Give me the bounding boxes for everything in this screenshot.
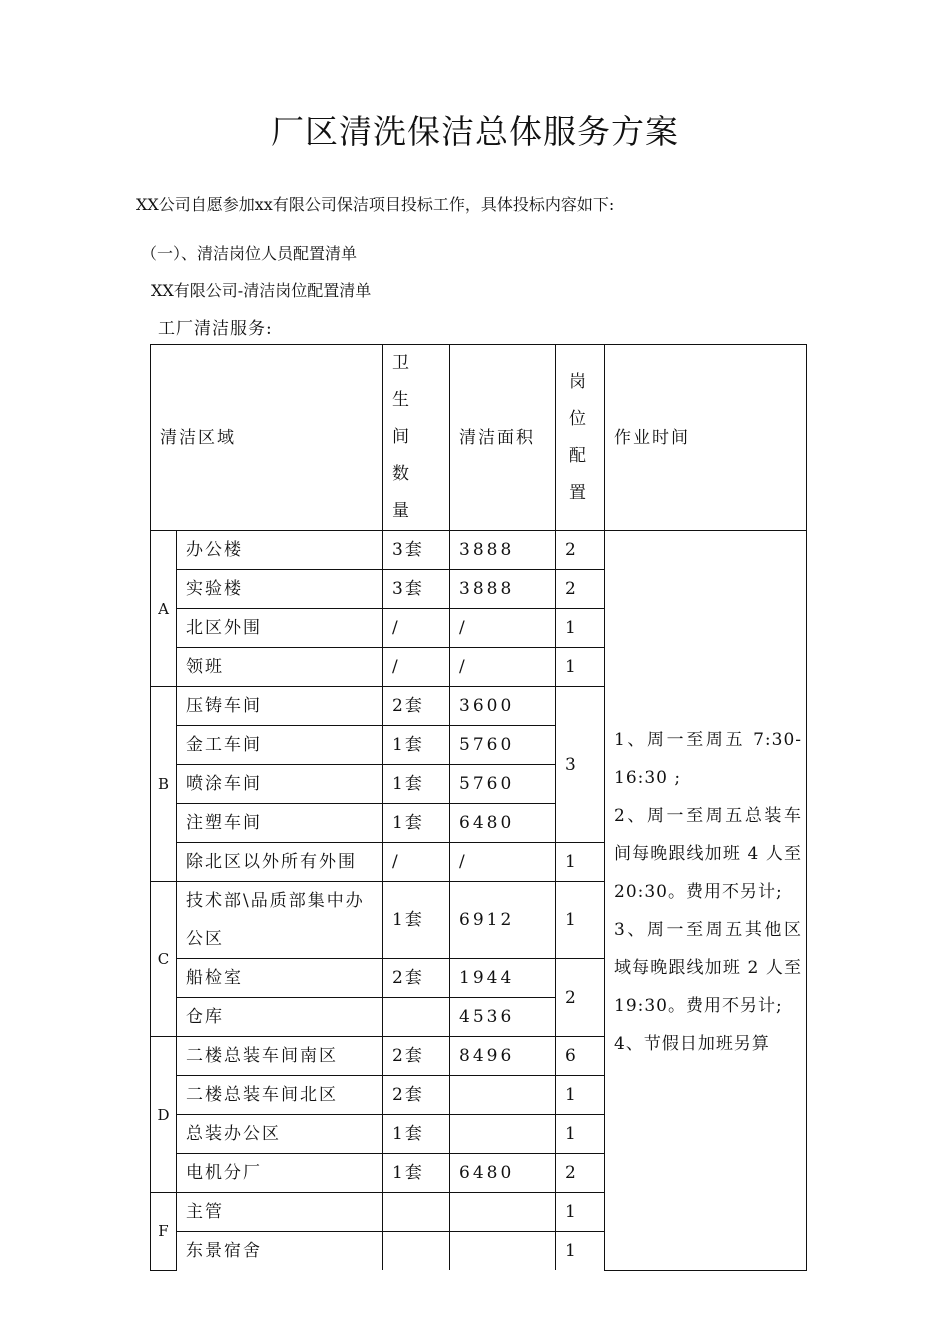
cell-area: 压铸车间 bbox=[177, 687, 383, 726]
cell-area: 仓库 bbox=[177, 998, 383, 1037]
cell-toilets: / bbox=[383, 843, 450, 882]
cell-size: / bbox=[450, 648, 556, 687]
group-label-b: B bbox=[151, 687, 177, 882]
cell-toilets: 2套 bbox=[383, 1076, 450, 1115]
cell-area: 除北区以外所有外围 bbox=[177, 843, 383, 882]
cell-area: 喷涂车间 bbox=[177, 765, 383, 804]
cell-posts: 1 bbox=[556, 1076, 605, 1115]
cell-toilets: 3套 bbox=[383, 531, 450, 570]
cell-size: 1944 bbox=[450, 959, 556, 998]
intro-paragraph: XX公司自愿参加xx有限公司保洁项目投标工作，具体投标内容如下: bbox=[136, 195, 615, 214]
cell-size bbox=[450, 1232, 556, 1271]
cell-toilets: 1套 bbox=[383, 1154, 450, 1193]
group-label-a: A bbox=[151, 531, 177, 687]
cell-size: 3600 bbox=[450, 687, 556, 726]
cell-toilets: 1套 bbox=[383, 726, 450, 765]
cell-size: 6480 bbox=[450, 1154, 556, 1193]
table-caption: XX有限公司-清洁岗位配置清单 bbox=[151, 281, 372, 300]
header-size: 清洁面积 bbox=[450, 345, 556, 531]
cell-area: 技术部\品质部集中办公区 bbox=[177, 882, 383, 959]
cell-toilets bbox=[383, 1193, 450, 1232]
cell-posts: 1 bbox=[556, 843, 605, 882]
document-title: 厂区清洗保洁总体服务方案 bbox=[271, 112, 679, 151]
cell-posts: 2 bbox=[556, 570, 605, 609]
cell-area: 总装办公区 bbox=[177, 1115, 383, 1154]
cell-area: 领班 bbox=[177, 648, 383, 687]
cell-toilets: 2套 bbox=[383, 1037, 450, 1076]
cell-toilets: / bbox=[383, 609, 450, 648]
cell-size: 8496 bbox=[450, 1037, 556, 1076]
header-toilets: 卫 生 间 数 量 bbox=[383, 345, 450, 531]
section-heading: （一）、清洁岗位人员配置清单 bbox=[141, 244, 358, 263]
cell-area: 主管 bbox=[177, 1193, 383, 1232]
header-area: 清洁区域 bbox=[151, 345, 383, 531]
cell-toilets bbox=[383, 998, 450, 1037]
cell-area: 办公楼 bbox=[177, 531, 383, 570]
cell-posts: 2 bbox=[556, 1154, 605, 1193]
cell-toilets: 1套 bbox=[383, 1115, 450, 1154]
cell-area: 电机分厂 bbox=[177, 1154, 383, 1193]
cell-toilets: 2套 bbox=[383, 959, 450, 998]
table-row bbox=[151, 531, 807, 570]
work-time-cell: 1、周一至周五 7:30-16:30 ; 2、周一至周五总装车间每晚跟线加班 4 人至20:30。费用不另计; 3、周一至周五其他区域每晚跟线加班 2 人至19:30。费用不另计; 4、节假日加班另算 bbox=[605, 531, 807, 1271]
cell-posts: 2 bbox=[556, 959, 605, 1037]
cell-area: 金工车间 bbox=[177, 726, 383, 765]
cell-posts: 3 bbox=[556, 687, 605, 843]
cell-area: 二楼总装车间南区 bbox=[177, 1037, 383, 1076]
cell-area: 船检室 bbox=[177, 959, 383, 998]
group-label-d: D bbox=[151, 1037, 177, 1193]
cell-area: 东景宿舍 bbox=[177, 1232, 383, 1271]
cell-posts: 1 bbox=[556, 1193, 605, 1232]
cell-size bbox=[450, 1115, 556, 1154]
cell-posts: 6 bbox=[556, 1037, 605, 1076]
cell-posts: 1 bbox=[556, 648, 605, 687]
service-label: 工厂清洁服务: bbox=[158, 319, 273, 339]
cell-size bbox=[450, 1193, 556, 1232]
cell-size: 3888 bbox=[450, 570, 556, 609]
cell-toilets: 3套 bbox=[383, 570, 450, 609]
cell-posts: 1 bbox=[556, 1232, 605, 1271]
cell-toilets: 2套 bbox=[383, 687, 450, 726]
cell-area: 二楼总装车间北区 bbox=[177, 1076, 383, 1115]
cell-size: 6480 bbox=[450, 804, 556, 843]
cell-posts: 1 bbox=[556, 609, 605, 648]
cell-posts: 2 bbox=[556, 531, 605, 570]
cell-size: 4536 bbox=[450, 998, 556, 1037]
cell-size: 5760 bbox=[450, 726, 556, 765]
cell-toilets: 1套 bbox=[383, 804, 450, 843]
cell-toilets: 1套 bbox=[383, 882, 450, 959]
cell-size: 3888 bbox=[450, 531, 556, 570]
cell-area: 注塑车间 bbox=[177, 804, 383, 843]
header-time: 作业时间 bbox=[605, 345, 807, 531]
table-header-row bbox=[151, 345, 807, 531]
cell-posts: 1 bbox=[556, 1115, 605, 1154]
cell-toilets: 1套 bbox=[383, 765, 450, 804]
cell-size: 5760 bbox=[450, 765, 556, 804]
group-label-c: C bbox=[151, 882, 177, 1037]
group-label-f: F bbox=[151, 1193, 177, 1271]
cell-toilets bbox=[383, 1232, 450, 1271]
cell-posts: 1 bbox=[556, 882, 605, 959]
cell-size: / bbox=[450, 609, 556, 648]
header-posts: 岗 位 配 置 bbox=[556, 345, 605, 531]
cell-size: 6912 bbox=[450, 882, 556, 959]
cell-size bbox=[450, 1076, 556, 1115]
staffing-table bbox=[150, 344, 807, 1271]
cell-area: 北区外围 bbox=[177, 609, 383, 648]
cell-toilets: / bbox=[383, 648, 450, 687]
cell-size: / bbox=[450, 843, 556, 882]
cell-area: 实验楼 bbox=[177, 570, 383, 609]
